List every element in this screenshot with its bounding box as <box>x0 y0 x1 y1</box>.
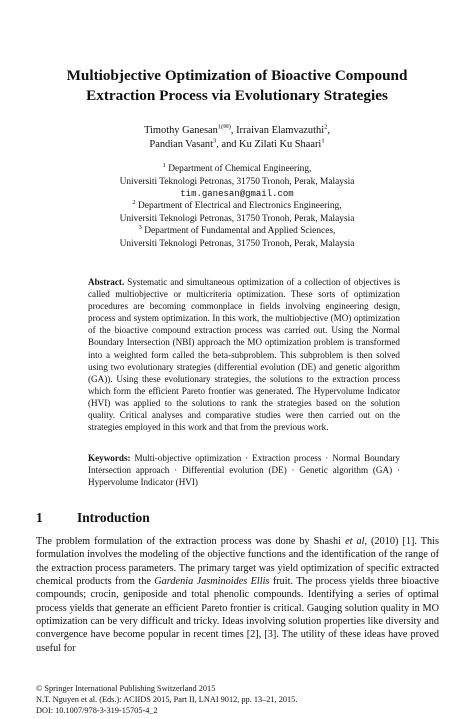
affiliation-1 <box>0 163 474 201</box>
intro-species-name: Gardenia Jasminoides Ellis <box>154 576 270 588</box>
keywords-text: Multi-objective optimization · Extraction process · Normal Boundary Intersection approach · Differential evolution (DE) · Genetic algorithm (GA) · Hypervolume Indicator (HVI) <box>88 453 400 488</box>
author-email-link[interactable]: tim.ganesan@gmail.com <box>180 189 294 199</box>
intro-paragraph <box>36 535 439 655</box>
affiliation-2-institution: Universiti Teknologi Petronas, 31750 Tronoh, Perak, Malaysia <box>119 213 355 224</box>
affiliation-2 <box>0 200 474 225</box>
author-name: Timothy Ganesan <box>144 125 218 136</box>
author-affiliation-mark: 1(✉) <box>217 123 231 131</box>
authors-line-2 <box>0 138 474 152</box>
abstract-text: Systematic and simultaneous optimization of a collection of objectives is called multiobjective or multicriteria optimization. These sorts of optimization procedures are becoming commonplace in fields involving engineering design, process and system optimization. In this work, the multiobjective (MO) optimization of the bioactive compound extraction process was carried out. Using the Normal Boundary Intersection (NBI) approach the MO optimization problem is transformed into a weighted form called the beta-subproblem. This subproblem is then solved using two evolutionary strategies (differential evolution (DE) and genetic algorithm (GA)). Using these evolutionary strategies, the solutions to the extraction process which form the efficient Pareto frontier was generated. The Hypervolume Indicator (HVI) was applied to the solutions to rank the strategies based on the solution quality. Critical analyses and comparative studies were then carried out on the strategies employed in this work and that from the previous work. <box>88 277 401 433</box>
author-name: Pandian Vasant <box>149 139 214 150</box>
author-name: , and Ku Zilati Ku Shaari <box>216 139 322 150</box>
keywords-label: Keywords: <box>88 453 131 463</box>
author-name: , Irraivan Elamvazuthi <box>230 125 325 136</box>
keywords-block <box>88 452 400 488</box>
paper-title-line-2: Extraction Process via Evolutionary Strategies <box>86 87 388 104</box>
doi-line[interactable]: DOI: 10.1007/978-3-319-15705-4_2 <box>36 706 158 715</box>
citation-line: N.T. Nguyen et al. (Eds.): ACIIDS 2015, Part II, LNAI 9012, pp. 13–21, 2015. <box>36 695 298 704</box>
section-heading <box>36 509 150 526</box>
intro-text: fruit. The process yields three bioactive compounds; crocin, geniposide and total phenolic compounds. Identifying a series of optimal process yields that generate an efficient Pareto frontier is critical. Gauging solution quality in MO optimization can be very difficult and tricky. Ideas involving solution properties like diversity and convergence have become popular in recent times [2], [3]. The utility of these ideas have proved useful for <box>36 576 439 654</box>
author-affiliation-mark: 2 <box>324 123 328 131</box>
affiliation-3-institution: Universiti Teknologi Petronas, 31750 Tronoh, Perak, Malaysia <box>119 238 355 249</box>
abstract-label: Abstract. <box>88 277 125 287</box>
affiliation-mark: 2 <box>132 198 136 206</box>
intro-text: , (2010) [1]. This formulation involves the modeling of the objective functions and the identification of the range of the extraction process parameters. The primary target was yield optimization of specific extracted chemical products from the <box>36 536 440 588</box>
authors-line-1: Timothy Ganesan$^{1(✉)}$, Irraivan Elamvazuthi$^2$, <box>144 123 330 136</box>
intro-text: The problem formulation of the extraction process was done by Shashi <box>36 536 346 547</box>
affiliation-2-dept: Department of Electrical and Electronics Engineering, <box>138 201 342 211</box>
copyright-footer <box>36 683 439 716</box>
affiliation-mark: 1 <box>162 161 166 169</box>
section-title: Introduction <box>77 510 150 525</box>
affiliation-1-institution: Universiti Teknologi Petronas, 31750 Tronoh, Perak, Malaysia <box>119 176 355 187</box>
author-affiliation-mark: 3 <box>213 137 217 145</box>
affiliation-3-dept: Department of Fundamental and Applied Sciences, <box>144 226 336 236</box>
affiliation-3 <box>0 225 474 250</box>
intro-text-italic: et al <box>345 536 365 547</box>
copyright-line: © Springer International Publishing Switzerland 2015 <box>36 684 216 693</box>
author-affiliation-mark: 1 <box>321 137 325 145</box>
affiliation-1-dept: Department of Chemical Engineering, <box>168 164 312 174</box>
section-number: 1 <box>36 510 43 525</box>
paper-title-line-1: Multiobjective Optimization of Bioactive Compound <box>66 67 408 84</box>
affiliation-mark: 3 <box>138 223 142 231</box>
abstract-block <box>88 276 400 433</box>
